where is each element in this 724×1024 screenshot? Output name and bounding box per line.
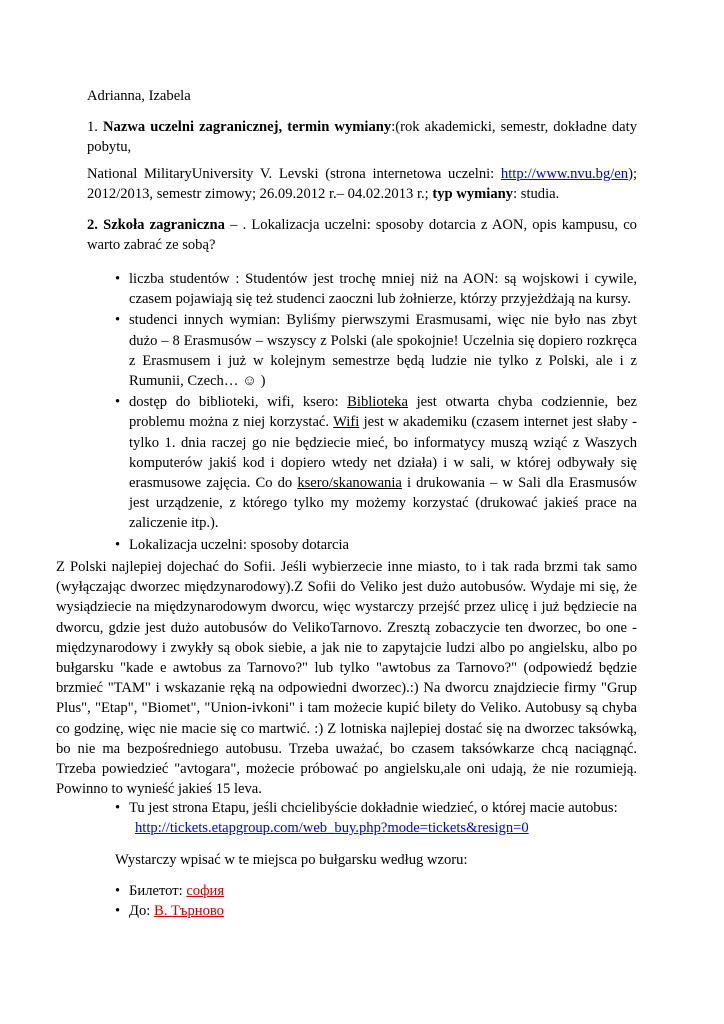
list-item-etap [115,798,637,838]
list-item-text: liczba studentów : Studentów jest trochę mniej niż na AON: są wojskowi i cywile, czasem pojawiają się też studenci zaoczni lub żołnierze, którzy przyjeżdżają na kursy. [129,271,637,308]
list-item-text: i drukowania – w Sali dla Erasmusów jest urządzenie, z którego tylko my możemy korzystać (drukować jakieś prace na zaliczenie itp.). [129,475,637,532]
section-1-number: 1. [87,119,104,135]
wifi-text: Wifi [333,414,360,431]
from-label: Билетот: [129,883,187,899]
to-value-link[interactable]: В. Търново [153,903,224,920]
list-item-text: jest w akademiku (czasem internet jest słaby - tylko 1. dnia raczej go nie będziecie mieć, bo informatycy muszą wziąć z Waszych komputerów jakiś kod i dopiero wtedy net działa) i w sali, w której odbywały się erasmusowe zajęcia. Co do [129,414,637,492]
travel-paragraph: Z Polski najlepiej dojechać do Sofii. Jeśli wybierzecie inne miasto, to i tak rada brzmi tak samo (wyłączając dworzec międzynarodowy).Z Sofii do Veliko jest dużo autobusów. Wydaje mi się, że wysiądziecie na międzynarodowym dworcu, więc wystarczy przejść przez ulicę i już będziecie na dworcu, gdzie jest dużo autobusów do VelikoTarnovo. Zresztą zobaczycie ten dworzec, bo one - międzynarodowy i zwykły są obok siebie, a jak nie to zapytajcie ludzi albo po angielsku, albo po bułgarsku "kade e awtobus za Tarnovo?" lub tylko "awtobus za Tarnovo?" (odpowiedź będzie brzmieć "TAM" i wskazanie ręką na odpowiedni dworzec).:) Na dworcu znajdziecie firmy "Grup Plus", "Etap", "Biomet", "Union-ivkoni" i tam możecie kupić bilety do Veliko. Autobusy są chyba co godzinę, więc nie macie się co martwić. :) Z lotniska najlepiej dostać się na dworzec taksówką, bo nie ma bezpośredniego autobusu. Trzeba uważać, bo czasem taksówkarze chcą naciągnąć. Trzeba powiedzieć "avtogara", możecie próbować po angielsku,ale oni udają, że nie rozumieją. Powinno to wynieść jakieś 15 leva. [56,559,637,798]
university-text: National MilitaryUniversity V. Levski (strona internetowa uczelni: [87,166,501,182]
from-value-link[interactable]: софия [186,883,225,899]
ksero-text: ksero/skanowania [297,475,402,492]
etap-text: Tu jest strona Etapu, jeśli chcielibyście dokładnie wiedzieć, o której macie autobus: [129,800,618,816]
section-1-paragraph [87,117,637,157]
exchange-type-value: : studia. [513,186,560,203]
university-website-link[interactable]: http://www.nvu.bg/en [500,166,629,182]
list-item-other-exchanges [115,310,637,391]
section-2-heading-rest: – . Lokalizacja uczelni: sposoby dotarcia z AON, opis kampusu, co warto zabrać ze sobą? [87,217,637,254]
instruction-paragraph: Wystarczy wpisać w te miejsca po bułgarsku według wzoru: [115,852,468,868]
list-item-text: Lokalizacja uczelni: sposoby dotarcia [129,536,350,553]
university-paragraph [87,164,637,204]
bullet-icon: • [115,312,121,329]
university-dates: ); 2012/2013, semestr zimowy; 26.09.2012 r.– 04.02.2013 r.; [87,166,637,203]
list-item-students-count [115,269,637,309]
list-item-from [115,881,637,901]
list-item-to [115,901,637,921]
etap-tickets-link[interactable]: http://tickets.etapgroup.com/web_buy.php?mode=tickets&resign=0 [135,820,529,837]
exchange-type-label: typ wymiany [432,186,514,203]
library-text: Biblioteka [347,394,408,411]
section-1-heading: Nazwa uczelni zagranicznej, termin wymiany [103,119,392,135]
bullet-icon: • [115,271,121,287]
bullet-icon: • [115,903,121,920]
authors-line: Adrianna, Izabela [87,88,191,104]
list-item-text: dostęp do biblioteki, wifi, ksero: [129,394,348,411]
list-item-library-wifi [115,392,637,533]
bullet-icon: • [115,800,121,816]
school-info-list [115,269,637,556]
section-1-heading-rest: :(rok akademicki, semestr, dokładne daty pobytu, [87,119,637,156]
bullet-icon: • [115,883,121,899]
section-2-heading: 2. Szkoła zagraniczna [87,217,225,233]
list-item-location [115,535,637,555]
section-2-paragraph [87,215,637,255]
form-fields-list [115,881,637,922]
to-label: До: [129,903,154,920]
list-item-text: jest otwarta chyba codziennie, bez problemu można z niej korzystać. [129,394,637,431]
bullet-icon: • [115,536,121,553]
bullet-icon: • [115,394,121,411]
etap-list [115,798,637,839]
list-item-text: studenci innych wymian: Byliśmy pierwszymi Erasmusami, więc nie było nas zbyt dużo – 8 Erasmusów – wszyscy z Polski (ale spokojnie! Uczelnia się dopiero rozkręca z Erasmusem i już w kolejnym semestrze będą ludzie nie tylko z Polski, ale i z Rumunii, Czech… ☺ ) [129,312,637,390]
